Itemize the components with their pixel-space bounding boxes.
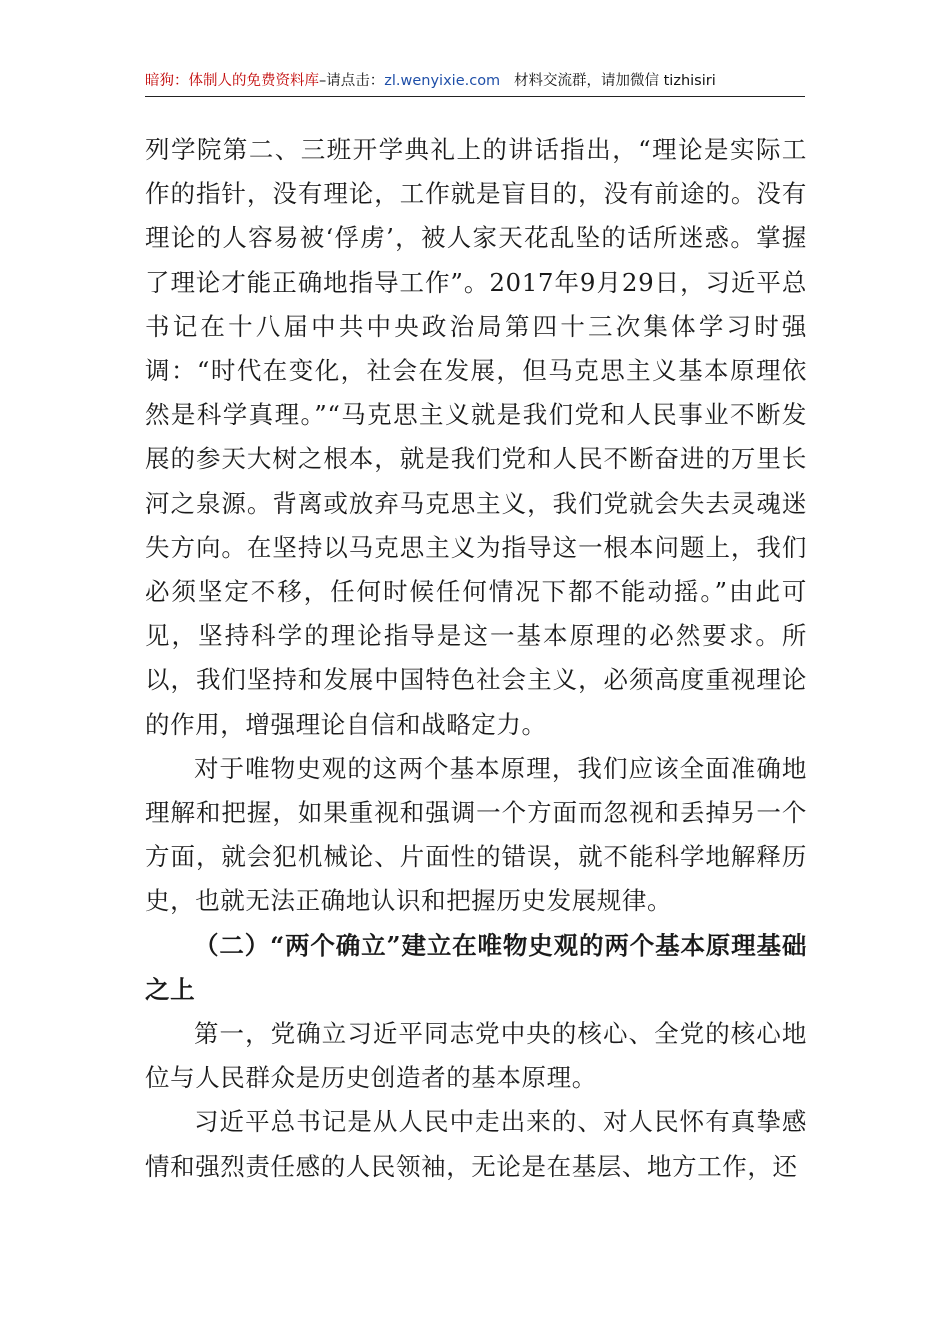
paragraph-continued: 列学院第二、三班开学典礼上的讲话指出，“理论是实际工作的指针，没有理论，工作就是盲目的，没有前途的。没有理论的人容易被‘俘虏’，被人家天花乱坠的话所迷惑。掌握了理论才能正确地指导工作”。2017年9月29日，习近平总书记在十八届中共中央政治局第四十三次集体学习时强调：“时代在变化，社会在发展，但马克思主义基本原理依然是科学真理。”“马克思主义就是我们党和人民事业不断发展的参天大树之根本，就是我们党和人民不断奋进的万里长河之泉源。背离或放弃马克思主义，我们党就会失去灵魂迷失方向。在坚持以马克思主义为指导这一根本问题上，我们必须坚定不移，任何时候任何情况下都不能动摇。”由此可见，坚持科学的理论指导是这一基本原理的必然要求。所以，我们坚持和发展中国特色社会主义，必须高度重视理论的作用，增强理论自信和战略定力。 — [145, 135, 807, 739]
header-site-name: 暗狗：体制人的免费资料库 — [145, 73, 319, 89]
paragraph-two-principles: 对于唯物史观的这两个基本原理，我们应该全面准确地理解和把握，如果重视和强调一个方面而忽视和丢掉另一个方面，就会犯机械论、片面性的错误，就不能科学地解释历史，也就无法正确地认识和把握历史发展规律。 — [145, 753, 807, 916]
header-contact: 材料交流群，请加微信 tizhisiri — [514, 73, 716, 89]
paragraph-first-point: 第一，党确立习近平同志党中央的核心、全党的核心地位与人民群众是历史创造者的基本原理。 — [145, 1019, 807, 1093]
document-body — [145, 128, 807, 1189]
paragraph-leader: 习近平总书记是从人民中走出来的、对人民怀有真挚感情和强烈责任感的人民领袖，无论是在基层、地方工作，还 — [145, 1107, 807, 1181]
section-heading: （二）“两个确立”建立在唯物史观的两个基本原理基础之上 — [145, 930, 807, 1004]
header-prompt: –请点击： — [319, 73, 385, 89]
page-header — [145, 70, 805, 97]
header-url-link[interactable]: zl.wenyixie.com — [384, 73, 501, 89]
